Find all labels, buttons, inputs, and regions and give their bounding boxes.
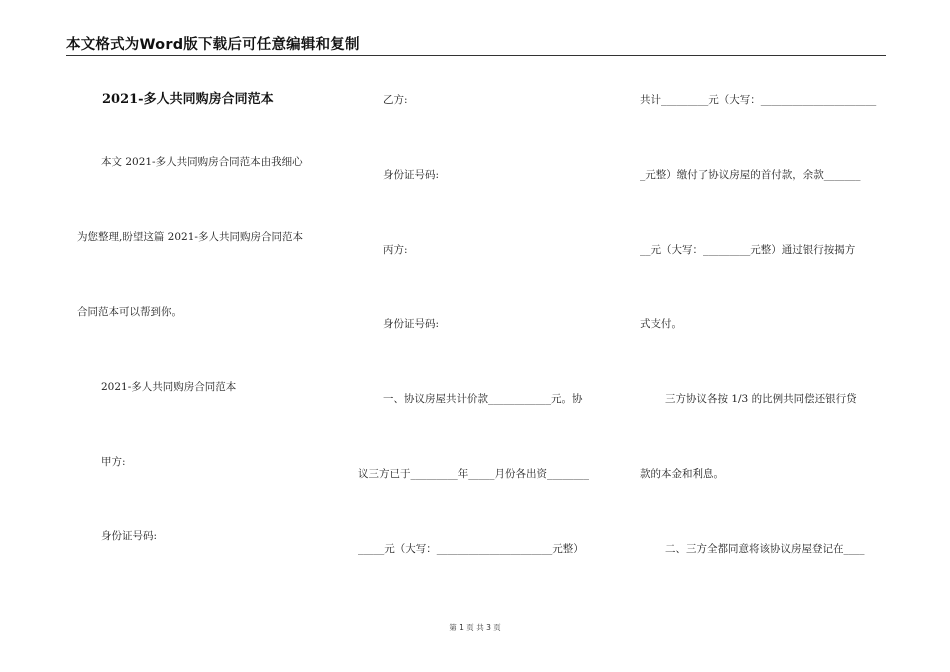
intro-line-3: 合同范本可以帮到你。 <box>77 306 182 318</box>
page-header <box>66 33 886 56</box>
party-b-label: 乙方: <box>383 94 408 106</box>
section-subtitle: 2021-多人共同购房合同范本 <box>101 381 237 393</box>
col3-line-4: 式支付。 <box>640 318 682 330</box>
clause-1-line-1: 一、协议房屋共计价款____________元。协 <box>383 393 583 405</box>
col3-line-3: __元（大写：_________元整）通过银行按揭方 <box>640 244 856 256</box>
party-c-label: 丙方: <box>383 244 408 256</box>
document-title: 2021-多人共同购房合同范本 <box>102 92 274 107</box>
intro-line-2: 为您整理,盼望这篇 2021-多人共同购房合同范本 <box>77 231 303 243</box>
party-a-label: 甲方: <box>101 456 126 468</box>
intro-line-1: 本文 2021-多人共同购房合同范本由我细心 <box>101 156 303 168</box>
party-a-id-label: 身份证号码: <box>101 530 158 542</box>
clause-1-line-3: _____元（大写：______________________元整） <box>358 543 584 555</box>
page-number: 第 1 页 共 3 页 <box>449 623 501 632</box>
col3-line-2: _元整）缴付了协议房屋的首付款，余款_______ <box>640 169 861 181</box>
header-text: 本文格式为Word版下载后可任意编辑和复制 <box>66 37 360 53</box>
col3-line-1: 共计_________元（大写：______________________ <box>640 94 877 106</box>
clause-1-line-2: 议三方已于_________年_____月份各出资________ <box>358 468 589 480</box>
col3-line-7: 二、三方全都同意将该协议房屋登记在____ <box>665 543 865 555</box>
col3-line-6: 款的本金和利息。 <box>640 468 724 480</box>
party-b-id-label: 身份证号码: <box>383 169 440 181</box>
party-c-id-label: 身份证号码: <box>383 318 440 330</box>
col3-line-5: 三方协议各按 1/3 的比例共同偿还银行贷 <box>665 393 857 405</box>
